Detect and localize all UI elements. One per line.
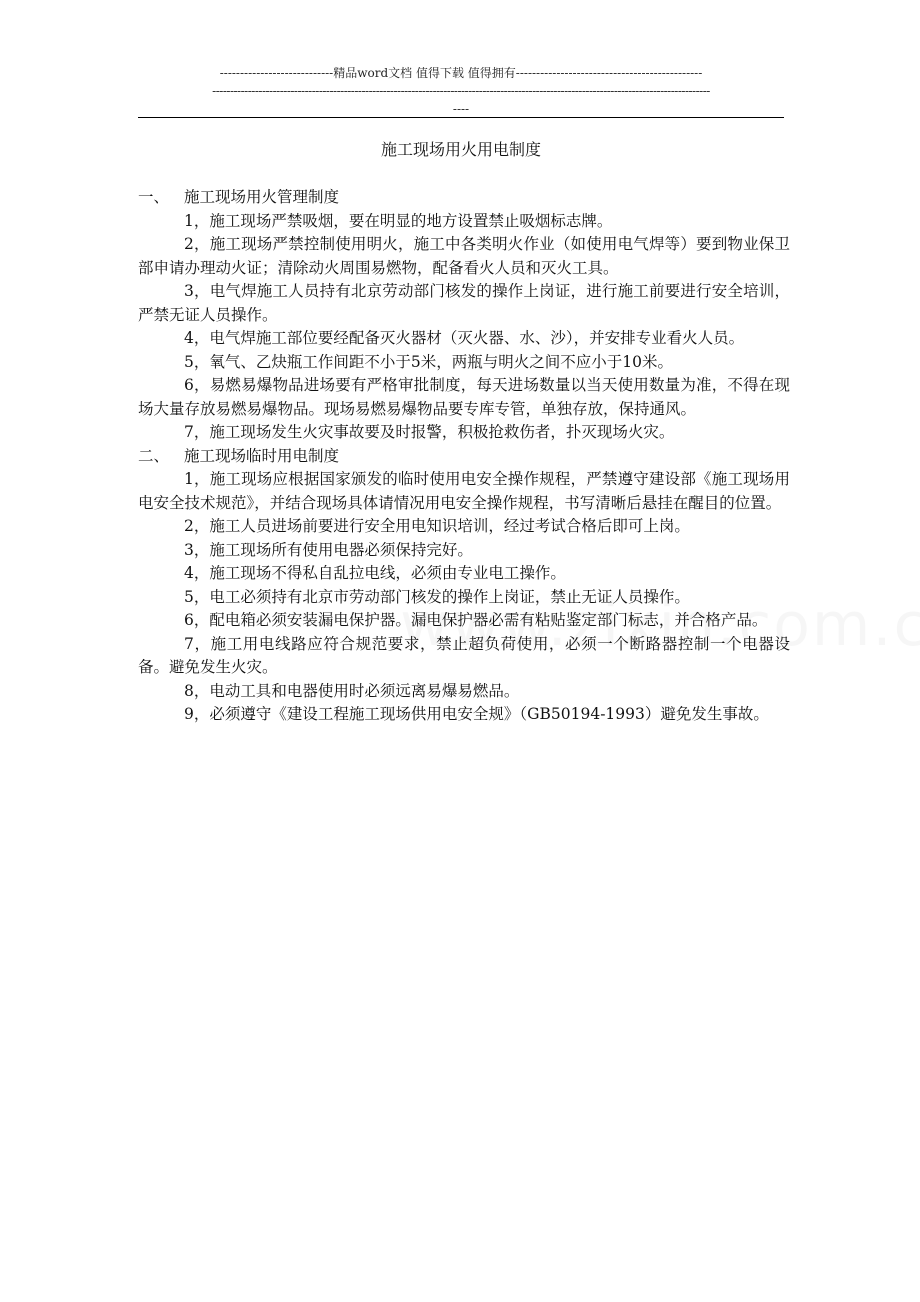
- list-item: 2，施工现场严禁控制使用明火，施工中各类明火作业（如使用电气焊等）要到物业保卫部申请办理动火证；清除动火周围易燃物，配备看火人员和灭火工具。: [138, 235, 790, 277]
- section-heading: [138, 186, 790, 210]
- list-item: 3，施工现场所有使用电器必须保持完好。: [184, 540, 473, 559]
- list-item: 5，电工必须持有北京市劳动部门核发的操作上岗证，禁止无证人员操作。: [184, 587, 690, 606]
- list-item: 8，电动工具和电器使用时必须远离易爆易燃品。: [184, 681, 520, 700]
- page-header: [138, 64, 784, 118]
- header-rule: [138, 117, 784, 118]
- list-item: 1，施工现场严禁吸烟，要在明显的地方设置禁止吸烟标志牌。: [184, 211, 613, 230]
- header-line-1: ----------------------------精品word文档 值得下载 值得拥有----------------------------------------------: [219, 66, 703, 80]
- section-heading: [138, 445, 790, 469]
- list-item: 7，施工现场发生火灾事故要及时报警，积极抢救伤者，扑灭现场火灾。: [184, 423, 675, 441]
- list-item: 7，施工用电线路应符合规范要求，禁止超负荷使用，必须一个断路器控制一个电器设备。避免发生火灾。: [138, 634, 790, 676]
- list-item: 4，电气焊施工部位要经配备灭火器材（灭火器、水、沙），并安排专业看火人员。: [184, 329, 745, 347]
- list-item: 2，施工人员进场前要进行安全用电知识培训，经过考试合格后即可上岗。: [184, 517, 690, 535]
- document-title: 施工现场用火用电制度: [380, 140, 541, 159]
- header-line-2: --------------------------------------------------------------------------------------------------------------------------------------------: [212, 84, 710, 98]
- list-item: 1，施工现场应根据国家颁发的临时使用电安全操作规程，严禁遵守建设部《施工现场用电安全技术规范》，并结合现场具体请情况用电安全操作规程，书写清晰后悬挂在醒目的位置。: [138, 470, 790, 512]
- list-item: 6，配电箱必须安装漏电保护器。漏电保护器必需有粘贴鉴定部门标志，并合格产品。: [184, 611, 768, 629]
- header-line-3: ----: [452, 102, 470, 116]
- list-item: 5，氧气、乙炔瓶工作间距不小于5米，两瓶与明火之间不应小于10米。: [184, 352, 673, 371]
- list-item: 3，电气焊施工人员持有北京劳动部门核发的操作上岗证，进行施工前要进行安全培训，严禁无证人员操作。: [138, 282, 790, 324]
- list-item: 6，易燃易爆物品进场要有严格审批制度，每天进场数量以当天使用数量为准，不得在现场大量存放易燃易爆物品。现场易燃易爆物品要专库专管，单独存放，保持通风。: [138, 376, 790, 418]
- section-title: 施工现场临时用电制度: [184, 446, 340, 465]
- section-title: 施工现场用火管理制度: [184, 188, 340, 206]
- document-body: [138, 186, 790, 727]
- section-number: 一、: [138, 188, 170, 206]
- section-number: 二、: [138, 446, 170, 465]
- list-item: 4，施工现场不得私自乱拉电线，必须由专业电工操作。: [184, 564, 566, 582]
- list-item: 9，必须遵守《建设工程施工现场供用电安全规》（GB50194-1993）避免发生事故。: [184, 705, 769, 723]
